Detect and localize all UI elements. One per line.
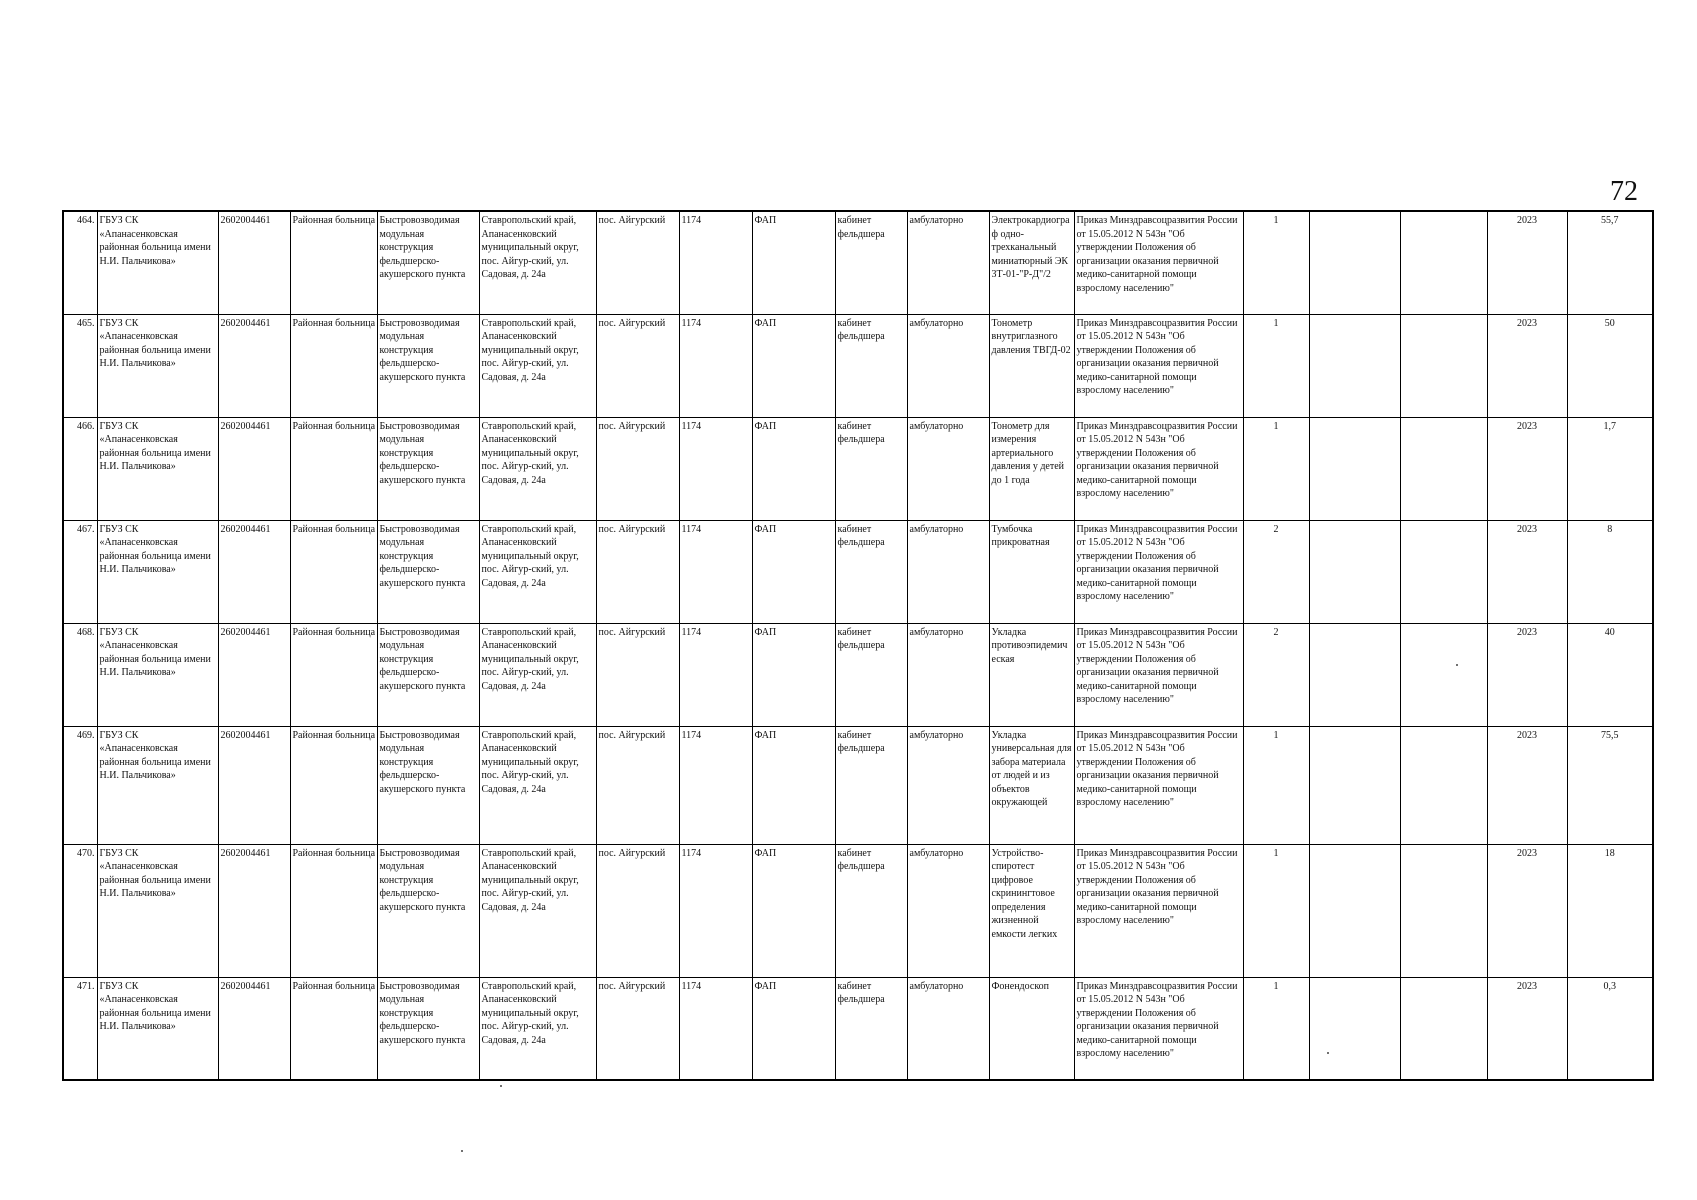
- order-cell: Приказ Минздравсоцразвития России от 15.05.2012 N 543н "Об утверждении Положения об организации оказания первичной медико-санитарной помощи взрослому населению": [1074, 623, 1243, 726]
- room-cell: кабинет фельдшера: [835, 844, 907, 977]
- equipment-cell: Укладка универсальная для забора материала от людей и из объектов окружающей: [989, 726, 1074, 844]
- table-row: [63, 726, 1653, 844]
- building-cell: Быстровозводимая модульная конструкция фельдшерско-акушерского пункта: [377, 623, 479, 726]
- order-cell: Приказ Минздравсоцразвития России от 15.05.2012 N 543н "Об утверждении Положения об организации оказания первичной медико-санитарной помощи взрослому населению": [1074, 314, 1243, 417]
- inn-cell: 2602004461: [218, 726, 290, 844]
- population-cell: 1174: [679, 844, 752, 977]
- cost-cell: 50: [1567, 314, 1653, 417]
- equipment-cell: Укладка противоэпидемическая: [989, 623, 1074, 726]
- org-type-cell: Районная больница: [290, 211, 377, 314]
- order-cell: Приказ Минздравсоцразвития России от 15.05.2012 N 543н "Об утверждении Положения об организации оказания первичной медико-санитарной помощи взрослому населению": [1074, 977, 1243, 1080]
- equipment-table: [62, 210, 1654, 1081]
- room-cell: кабинет фельдшера: [835, 520, 907, 623]
- table-row: [63, 417, 1653, 520]
- organization-cell: ГБУЗ СК «Апанасенковская районная больница имени Н.И. Пальчикова»: [97, 211, 218, 314]
- table-row: [63, 623, 1653, 726]
- address-cell: Ставропольский край, Апанасенковский муниципальный округ, пос. Айгур-ский, ул. Садовая, д. 24а: [479, 520, 596, 623]
- empty-cell: [1400, 417, 1487, 520]
- org-type-cell: Районная больница: [290, 977, 377, 1080]
- population-cell: 1174: [679, 520, 752, 623]
- empty-cell: [1309, 520, 1400, 623]
- empty-cell: [1309, 211, 1400, 314]
- care-form-cell: амбулаторно: [907, 211, 989, 314]
- year-cell: 2023: [1487, 314, 1567, 417]
- scan-speck: [500, 1085, 502, 1087]
- year-cell: 2023: [1487, 417, 1567, 520]
- building-cell: Быстровозводимая модульная конструкция фельдшерско-акушерского пункта: [377, 977, 479, 1080]
- inn-cell: 2602004461: [218, 844, 290, 977]
- empty-cell: [1309, 623, 1400, 726]
- table-body: [63, 211, 1653, 1080]
- address-cell: Ставропольский край, Апанасенковский муниципальный округ, пос. Айгур-ский, ул. Садовая, д. 24а: [479, 314, 596, 417]
- empty-cell: [1309, 726, 1400, 844]
- year-cell: 2023: [1487, 726, 1567, 844]
- population-cell: 1174: [679, 211, 752, 314]
- facility-cell: ФАП: [752, 726, 835, 844]
- population-cell: 1174: [679, 977, 752, 1080]
- care-form-cell: амбулаторно: [907, 314, 989, 417]
- row-number-cell: 471.: [63, 977, 97, 1080]
- building-cell: Быстровозводимая модульная конструкция фельдшерско-акушерского пункта: [377, 726, 479, 844]
- settlement-cell: пос. Айгурский: [596, 726, 679, 844]
- row-number-cell: 470.: [63, 844, 97, 977]
- quantity-cell: 1: [1243, 211, 1309, 314]
- room-cell: кабинет фельдшера: [835, 211, 907, 314]
- settlement-cell: пос. Айгурский: [596, 211, 679, 314]
- care-form-cell: амбулаторно: [907, 726, 989, 844]
- settlement-cell: пос. Айгурский: [596, 417, 679, 520]
- settlement-cell: пос. Айгурский: [596, 844, 679, 977]
- equipment-cell: Электрокардиограф одно-трехканальный миниатюрный ЭК 3Т-01-"Р-Д"/2: [989, 211, 1074, 314]
- inn-cell: 2602004461: [218, 211, 290, 314]
- settlement-cell: пос. Айгурский: [596, 520, 679, 623]
- care-form-cell: амбулаторно: [907, 977, 989, 1080]
- organization-cell: ГБУЗ СК «Апанасенковская районная больница имени Н.И. Пальчикова»: [97, 844, 218, 977]
- address-cell: Ставропольский край, Апанасенковский муниципальный округ, пос. Айгур-ский, ул. Садовая, д. 24а: [479, 844, 596, 977]
- equipment-cell: Тонометр внутриглазного давления ТВГД-02: [989, 314, 1074, 417]
- settlement-cell: пос. Айгурский: [596, 623, 679, 726]
- building-cell: Быстровозводимая модульная конструкция фельдшерско-акушерского пункта: [377, 417, 479, 520]
- quantity-cell: 2: [1243, 520, 1309, 623]
- address-cell: Ставропольский край, Апанасенковский муниципальный округ, пос. Айгур-ский, ул. Садовая, д. 24а: [479, 623, 596, 726]
- page-number: 72: [1610, 176, 1638, 207]
- inn-cell: 2602004461: [218, 623, 290, 726]
- organization-cell: ГБУЗ СК «Апанасенковская районная больница имени Н.И. Пальчикова»: [97, 417, 218, 520]
- facility-cell: ФАП: [752, 314, 835, 417]
- care-form-cell: амбулаторно: [907, 844, 989, 977]
- quantity-cell: 1: [1243, 977, 1309, 1080]
- address-cell: Ставропольский край, Апанасенковский муниципальный округ, пос. Айгур-ский, ул. Садовая, д. 24а: [479, 977, 596, 1080]
- care-form-cell: амбулаторно: [907, 520, 989, 623]
- org-type-cell: Районная больница: [290, 726, 377, 844]
- org-type-cell: Районная больница: [290, 844, 377, 977]
- table-row: [63, 977, 1653, 1080]
- empty-cell: [1309, 977, 1400, 1080]
- equipment-cell: Фонендоскоп: [989, 977, 1074, 1080]
- inn-cell: 2602004461: [218, 520, 290, 623]
- facility-cell: ФАП: [752, 417, 835, 520]
- room-cell: кабинет фельдшера: [835, 977, 907, 1080]
- quantity-cell: 1: [1243, 844, 1309, 977]
- cost-cell: 8: [1567, 520, 1653, 623]
- order-cell: Приказ Минздравсоцразвития России от 15.05.2012 N 543н "Об утверждении Положения об организации оказания первичной медико-санитарной помощи взрослому населению": [1074, 520, 1243, 623]
- order-cell: Приказ Минздравсоцразвития России от 15.05.2012 N 543н "Об утверждении Положения об организации оказания первичной медико-санитарной помощи взрослому населению": [1074, 417, 1243, 520]
- address-cell: Ставропольский край, Апанасенковский муниципальный округ, пос. Айгур-ский, ул. Садовая, д. 24а: [479, 726, 596, 844]
- row-number-cell: 464.: [63, 211, 97, 314]
- order-cell: Приказ Минздравсоцразвития России от 15.05.2012 N 543н "Об утверждении Положения об организации оказания первичной медико-санитарной помощи взрослому населению": [1074, 726, 1243, 844]
- year-cell: 2023: [1487, 623, 1567, 726]
- table-row: [63, 314, 1653, 417]
- empty-cell: [1309, 844, 1400, 977]
- care-form-cell: амбулаторно: [907, 623, 989, 726]
- address-cell: Ставропольский край, Апанасенковский муниципальный округ, пос. Айгур-ский, ул. Садовая, д. 24а: [479, 417, 596, 520]
- scan-speck: [1456, 664, 1458, 666]
- facility-cell: ФАП: [752, 623, 835, 726]
- inn-cell: 2602004461: [218, 417, 290, 520]
- settlement-cell: пос. Айгурский: [596, 977, 679, 1080]
- population-cell: 1174: [679, 417, 752, 520]
- facility-cell: ФАП: [752, 211, 835, 314]
- room-cell: кабинет фельдшера: [835, 417, 907, 520]
- organization-cell: ГБУЗ СК «Апанасенковская районная больница имени Н.И. Пальчикова»: [97, 977, 218, 1080]
- care-form-cell: амбулаторно: [907, 417, 989, 520]
- empty-cell: [1400, 520, 1487, 623]
- cost-cell: 75,5: [1567, 726, 1653, 844]
- population-cell: 1174: [679, 726, 752, 844]
- equipment-cell: Тонометр для измерения артериального давления у детей до 1 года: [989, 417, 1074, 520]
- room-cell: кабинет фельдшера: [835, 726, 907, 844]
- room-cell: кабинет фельдшера: [835, 623, 907, 726]
- facility-cell: ФАП: [752, 977, 835, 1080]
- order-cell: Приказ Минздравсоцразвития России от 15.05.2012 N 543н "Об утверждении Положения об организации оказания первичной медико-санитарной помощи взрослому населению": [1074, 844, 1243, 977]
- org-type-cell: Районная больница: [290, 520, 377, 623]
- cost-cell: 0,3: [1567, 977, 1653, 1080]
- empty-cell: [1309, 417, 1400, 520]
- address-cell: Ставропольский край, Апанасенковский муниципальный округ, пос. Айгур-ский, ул. Садовая, д. 24а: [479, 211, 596, 314]
- building-cell: Быстровозводимая модульная конструкция фельдшерско-акушерского пункта: [377, 314, 479, 417]
- organization-cell: ГБУЗ СК «Апанасенковская районная больница имени Н.И. Пальчикова»: [97, 726, 218, 844]
- equipment-cell: Тумбочка прикроватная: [989, 520, 1074, 623]
- table-row: [63, 844, 1653, 977]
- scan-speck: [461, 1150, 463, 1152]
- empty-cell: [1400, 726, 1487, 844]
- building-cell: Быстровозводимая модульная конструкция фельдшерско-акушерского пункта: [377, 211, 479, 314]
- organization-cell: ГБУЗ СК «Апанасенковская районная больница имени Н.И. Пальчикова»: [97, 314, 218, 417]
- empty-cell: [1400, 977, 1487, 1080]
- year-cell: 2023: [1487, 520, 1567, 623]
- row-number-cell: 467.: [63, 520, 97, 623]
- room-cell: кабинет фельдшера: [835, 314, 907, 417]
- facility-cell: ФАП: [752, 844, 835, 977]
- building-cell: Быстровозводимая модульная конструкция фельдшерско-акушерского пункта: [377, 520, 479, 623]
- quantity-cell: 1: [1243, 314, 1309, 417]
- row-number-cell: 465.: [63, 314, 97, 417]
- row-number-cell: 469.: [63, 726, 97, 844]
- year-cell: 2023: [1487, 977, 1567, 1080]
- quantity-cell: 2: [1243, 623, 1309, 726]
- table-row: [63, 211, 1653, 314]
- cost-cell: 18: [1567, 844, 1653, 977]
- settlement-cell: пос. Айгурский: [596, 314, 679, 417]
- building-cell: Быстровозводимая модульная конструкция фельдшерско-акушерского пункта: [377, 844, 479, 977]
- quantity-cell: 1: [1243, 726, 1309, 844]
- empty-cell: [1400, 844, 1487, 977]
- inn-cell: 2602004461: [218, 977, 290, 1080]
- order-cell: Приказ Минздравсоцразвития России от 15.05.2012 N 543н "Об утверждении Положения об организации оказания первичной медико-санитарной помощи взрослому населению": [1074, 211, 1243, 314]
- cost-cell: 40: [1567, 623, 1653, 726]
- row-number-cell: 468.: [63, 623, 97, 726]
- table-row: [63, 520, 1653, 623]
- inn-cell: 2602004461: [218, 314, 290, 417]
- org-type-cell: Районная больница: [290, 417, 377, 520]
- org-type-cell: Районная больница: [290, 314, 377, 417]
- empty-cell: [1400, 314, 1487, 417]
- year-cell: 2023: [1487, 211, 1567, 314]
- year-cell: 2023: [1487, 844, 1567, 977]
- row-number-cell: 466.: [63, 417, 97, 520]
- population-cell: 1174: [679, 314, 752, 417]
- cost-cell: 55,7: [1567, 211, 1653, 314]
- population-cell: 1174: [679, 623, 752, 726]
- empty-cell: [1400, 623, 1487, 726]
- org-type-cell: Районная больница: [290, 623, 377, 726]
- equipment-cell: Устройство-спиротест цифровое скринингтовое определения жизненной емкости легких: [989, 844, 1074, 977]
- quantity-cell: 1: [1243, 417, 1309, 520]
- empty-cell: [1400, 211, 1487, 314]
- organization-cell: ГБУЗ СК «Апанасенковская районная больница имени Н.И. Пальчикова»: [97, 623, 218, 726]
- scan-speck: [1327, 1052, 1329, 1054]
- empty-cell: [1309, 314, 1400, 417]
- organization-cell: ГБУЗ СК «Апанасенковская районная больница имени Н.И. Пальчикова»: [97, 520, 218, 623]
- facility-cell: ФАП: [752, 520, 835, 623]
- cost-cell: 1,7: [1567, 417, 1653, 520]
